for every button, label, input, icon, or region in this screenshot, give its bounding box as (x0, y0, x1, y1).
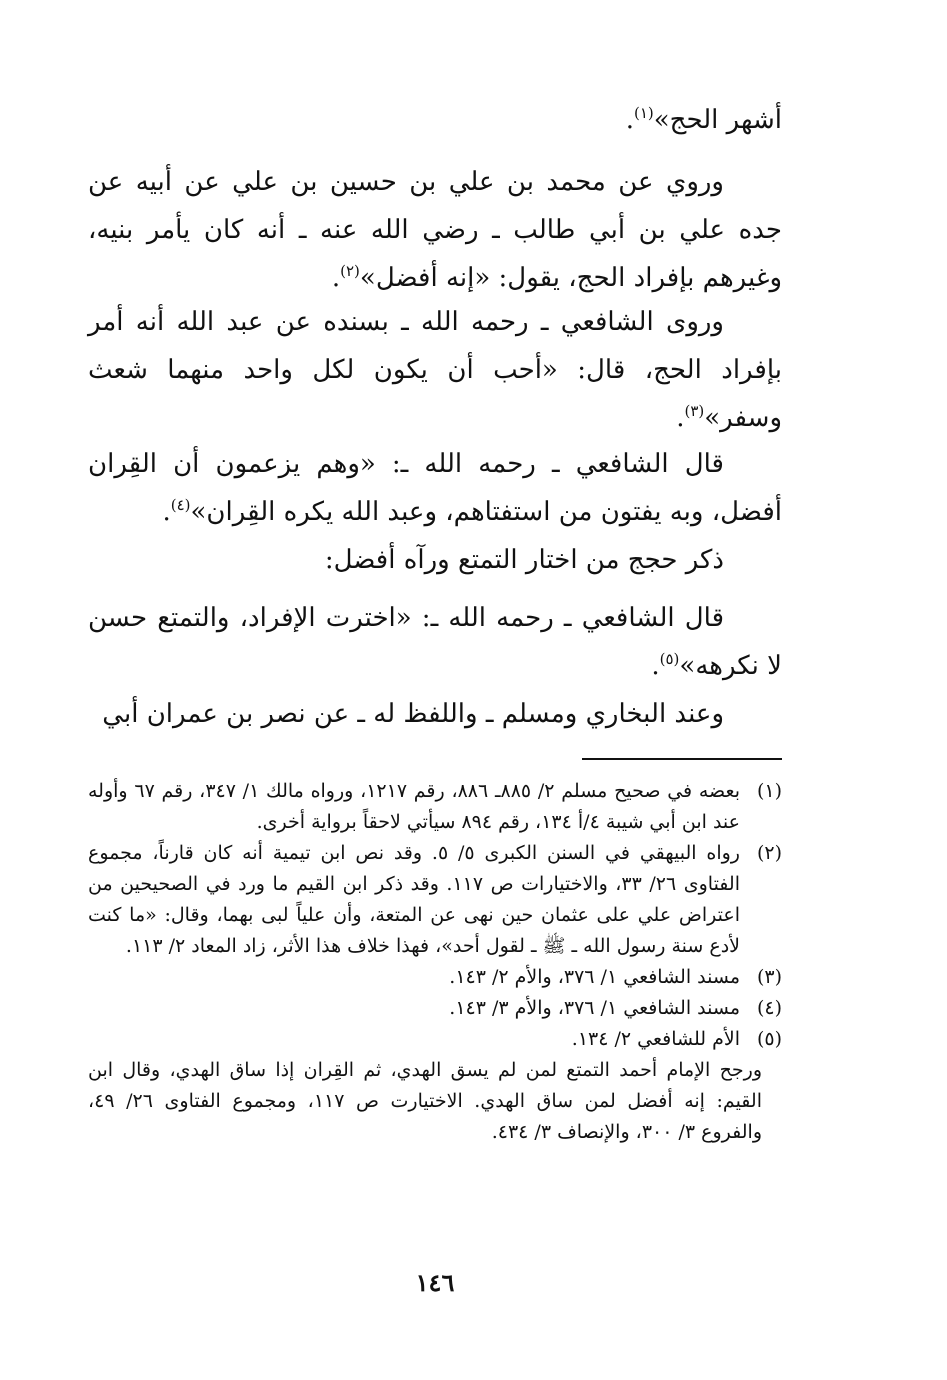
footnote-1 (88, 776, 782, 838)
paragraph-2-text: وروي عن محمد بن علي بن حسين بن علي عن أبيه عن جده علي بن أبي طالب ـ رضي الله عنه ـ أنه كان يأمر بنيه، وغيرهم بإفراد الحج، يقول: «إنه أفضل» (88, 167, 782, 293)
footnote-number: (٣) (756, 966, 782, 988)
section-heading: ذكر حجج من اختار التمتع ورآه أفضل: (324, 545, 724, 575)
paragraph-7: وعند البخاري ومسلم ـ واللفظ له ـ عن نصر بن عمران أبي (102, 699, 724, 729)
footnote-ref-3: (٣) (684, 402, 705, 420)
paragraph-3: وروى الشافعي ـ رحمه الله ـ بسنده عن عبد الله أنه أمر بإفراد الحج، قال: «أحب أن يكون لكل واحد منهما شعث وسفر»$^{(٣)}$. (88, 307, 782, 433)
paragraph-6-text: قال الشافعي ـ رحمه الله ـ: «اخترت الإفراد، والتمتع حسن لا نكرهه» (88, 603, 782, 681)
footnote-4 (88, 993, 782, 1024)
footnote-number: (٢) (756, 842, 782, 864)
footnote-text: بعضه في صحيح مسلم ٢/ ٨٨٥ـ ٨٨٦، رقم ١٢١٧، ورواه مالك ١/ ٣٤٧، رقم ٦٧ وأوله عند ابن أبي شيبة ٤/أ ١٣٤، رقم ٨٩٤ سيأتي لاحقاً برواية أخرى. (88, 780, 740, 833)
footnote-2 (88, 838, 782, 962)
book-page (88, 0, 782, 1380)
footnotes (88, 776, 782, 1148)
paragraph-4: قال الشافعي ـ رحمه الله ـ: «وهم يزعمون أن القِران أفضل، وبه يفتون من استفتاهم، وعبد الله يكره القِران»$^{(٤)}$. (88, 449, 782, 527)
footnote-number: (١) (756, 780, 782, 802)
page-number: ١٤٦ (415, 1268, 455, 1297)
footnote-5 (88, 1024, 782, 1055)
footnote-ref-1: (١) (633, 104, 654, 122)
footnote-text: مسند الشافعي ١/ ٣٧٦، والأم ٣/ ١٤٣. (449, 997, 740, 1019)
footnote-ref-4: (٤) (170, 496, 191, 514)
paragraph-4-text: قال الشافعي ـ رحمه الله ـ: «وهم يزعمون أن القِران أفضل، وبه يفتون من استفتاهم، وعبد الله يكره القِران» (88, 449, 782, 527)
footnote-number: (٥) (756, 1028, 782, 1050)
footnote-separator (582, 758, 782, 760)
footnote-text: الأم للشافعي ٢/ ١٣٤. (571, 1028, 740, 1050)
paragraph-2: وروي عن محمد بن علي بن حسين بن علي عن أبيه عن جده علي بن أبي طالب ـ رضي الله عنه ـ أنه كان يأمر بنيه، وغيرهم بإفراد الحج، يقول: «إنه أفضل»$^{(٢)}$. (88, 167, 782, 293)
footnote-number: (٤) (756, 997, 782, 1019)
footnote-ref-5: (٥) (659, 650, 680, 668)
paragraph-6: قال الشافعي ـ رحمه الله ـ: «اخترت الإفراد، والتمتع حسن لا نكرهه»$^{(٥)}$. (88, 603, 782, 681)
paragraph-1: أشهر الحج»$^{(١)}$. (625, 104, 782, 135)
footnote-continuation: ورجح الإمام أحمد التمتع لمن لم يسق الهدي، ثم القِران إذا ساق الهدي، وقال ابن القيم: إنه أفضل لمن ساق الهدي. الاختيارت ص ١١٧، ومجموع الفتاوى ٢٦/ ٤٩، والفروع ٣/ ٣٠٠، والإنصاف ٣/ ٤٣٤. (88, 1059, 762, 1143)
paragraph-3-text: وروى الشافعي ـ رحمه الله ـ بسنده عن عبد الله أنه أمر بإفراد الحج، قال: «أحب أن يكون لكل واحد منهما شعث وسفر» (88, 307, 782, 433)
footnote-text: مسند الشافعي ١/ ٣٧٦، والأم ٢/ ١٤٣. (449, 966, 740, 988)
footnote-3 (88, 962, 782, 993)
footnote-ref-2: (٢) (340, 262, 360, 280)
footnote-text: رواه البيهقي في السنن الكبرى ٥/ ٥. وقد نص ابن تيمية أنه كان قارناً، مجموع الفتاوى ٢٦/ ٣٣، والاختيارات ص ١١٧. وقد ذكر ابن القيم ما ورد في الصحيحين من اعتراض علي على عثمان حين نهى عن المتعة، وأن علياً لبى بهما، وقال: «ما كنت لأدع سنة رسول الله ـ ﷺ ـ لقول أحد»، فهذا خلاف هذا الأثر، زاد المعاد ٢/ ١١٣. (88, 842, 740, 957)
paragraph-1-text: أشهر الحج» (653, 105, 782, 135)
